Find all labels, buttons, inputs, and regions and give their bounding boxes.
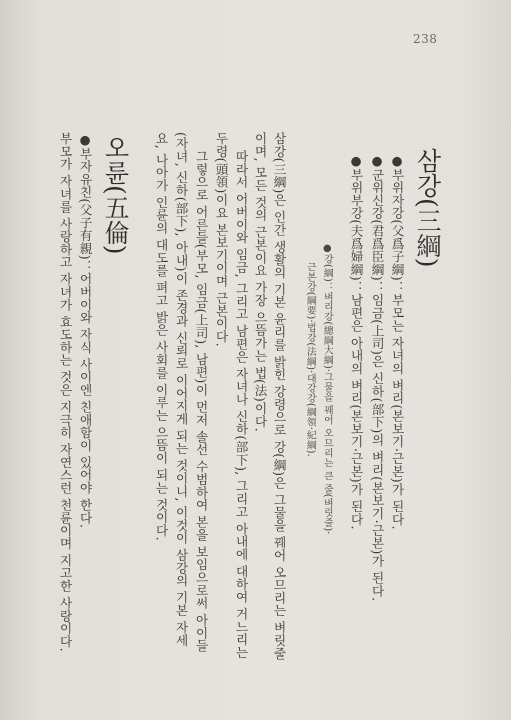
section-title-oryun: 오륜(五倫) [101,135,130,255]
section-title-samgang: 삼강(三綱) [413,148,442,268]
samgang-paragraph-line-3: 따라서 어버이와 임금, 그리고 남편은 자녀나 신하(部下), 그리고 아내에 대하여 거느리는 [233,150,249,659]
samgang-paragraph-line-2: 이며, 모든 것의 근본이요 가장 으뜸가는 법(法)이다. [252,132,268,432]
samgang-item-2: ●군위신강(君爲臣綱)：임금(上司)은 신하(部下)의 벼리(본보기·근본)가 된다. [369,153,385,602]
samgang-paragraph-line-1: 삼강(三綱)은 인간 생활의 기본 윤리를 밝힌 강령으로 강(綱)은 그물을 꿰어 오므리는 벼릿줄 [271,132,287,660]
samgang-paragraph-line-7: 요, 나아가 인륜의 대도를 펴고 밝은 사회를 이루는 으뜸이 되는 것이다. [153,132,169,541]
samgang-item-1: ●부위자강(父爲子綱)：부모는 자녀의 벼리(본보기·근본)가 된다. [389,153,405,530]
samgang-paragraph-line-6: (자녀, 신하(部下), 아내)이 존경과 신뢰로 이어지게 되는 것이니, 이것이 삼강의 기본 자세 [173,132,189,647]
oryun-item-1-explanation: 부모가 자녀를 사랑하고 자녀가 효도하는 것은 지극히 자연스런 천륜이며 지고한 사랑이다. [57,132,73,652]
page-number: 238 [413,32,438,46]
samgang-paragraph-line-5: 그렇으로 어른들(부모, 임금(上司), 남편)이 먼저 솔선 수범하여 본을 보임으로써 아이들 [193,150,209,652]
gang-note-line-1: ●강(綱)：벼리강(總綱大綱)·그물을 꿰어 오므리는 큰 줄(벼릿줄)· [321,243,333,535]
oryun-item-1: ●부자유친(父子有親)：어버이와 자식 사이엔 친애함이 있어야 한다. [77,132,93,529]
samgang-item-3: ●부위부강(夫爲婦綱)：남편은 아내의 벼리(본보기·근본)가 된다. [348,153,364,530]
gang-note-line-2: 근본강(綱要)·법강(法綱)·대강강(綱領·紀綱). [304,262,316,457]
samgang-paragraph-line-4: 두령(頭領)이요 본보기이며 근본이다. [213,132,229,347]
